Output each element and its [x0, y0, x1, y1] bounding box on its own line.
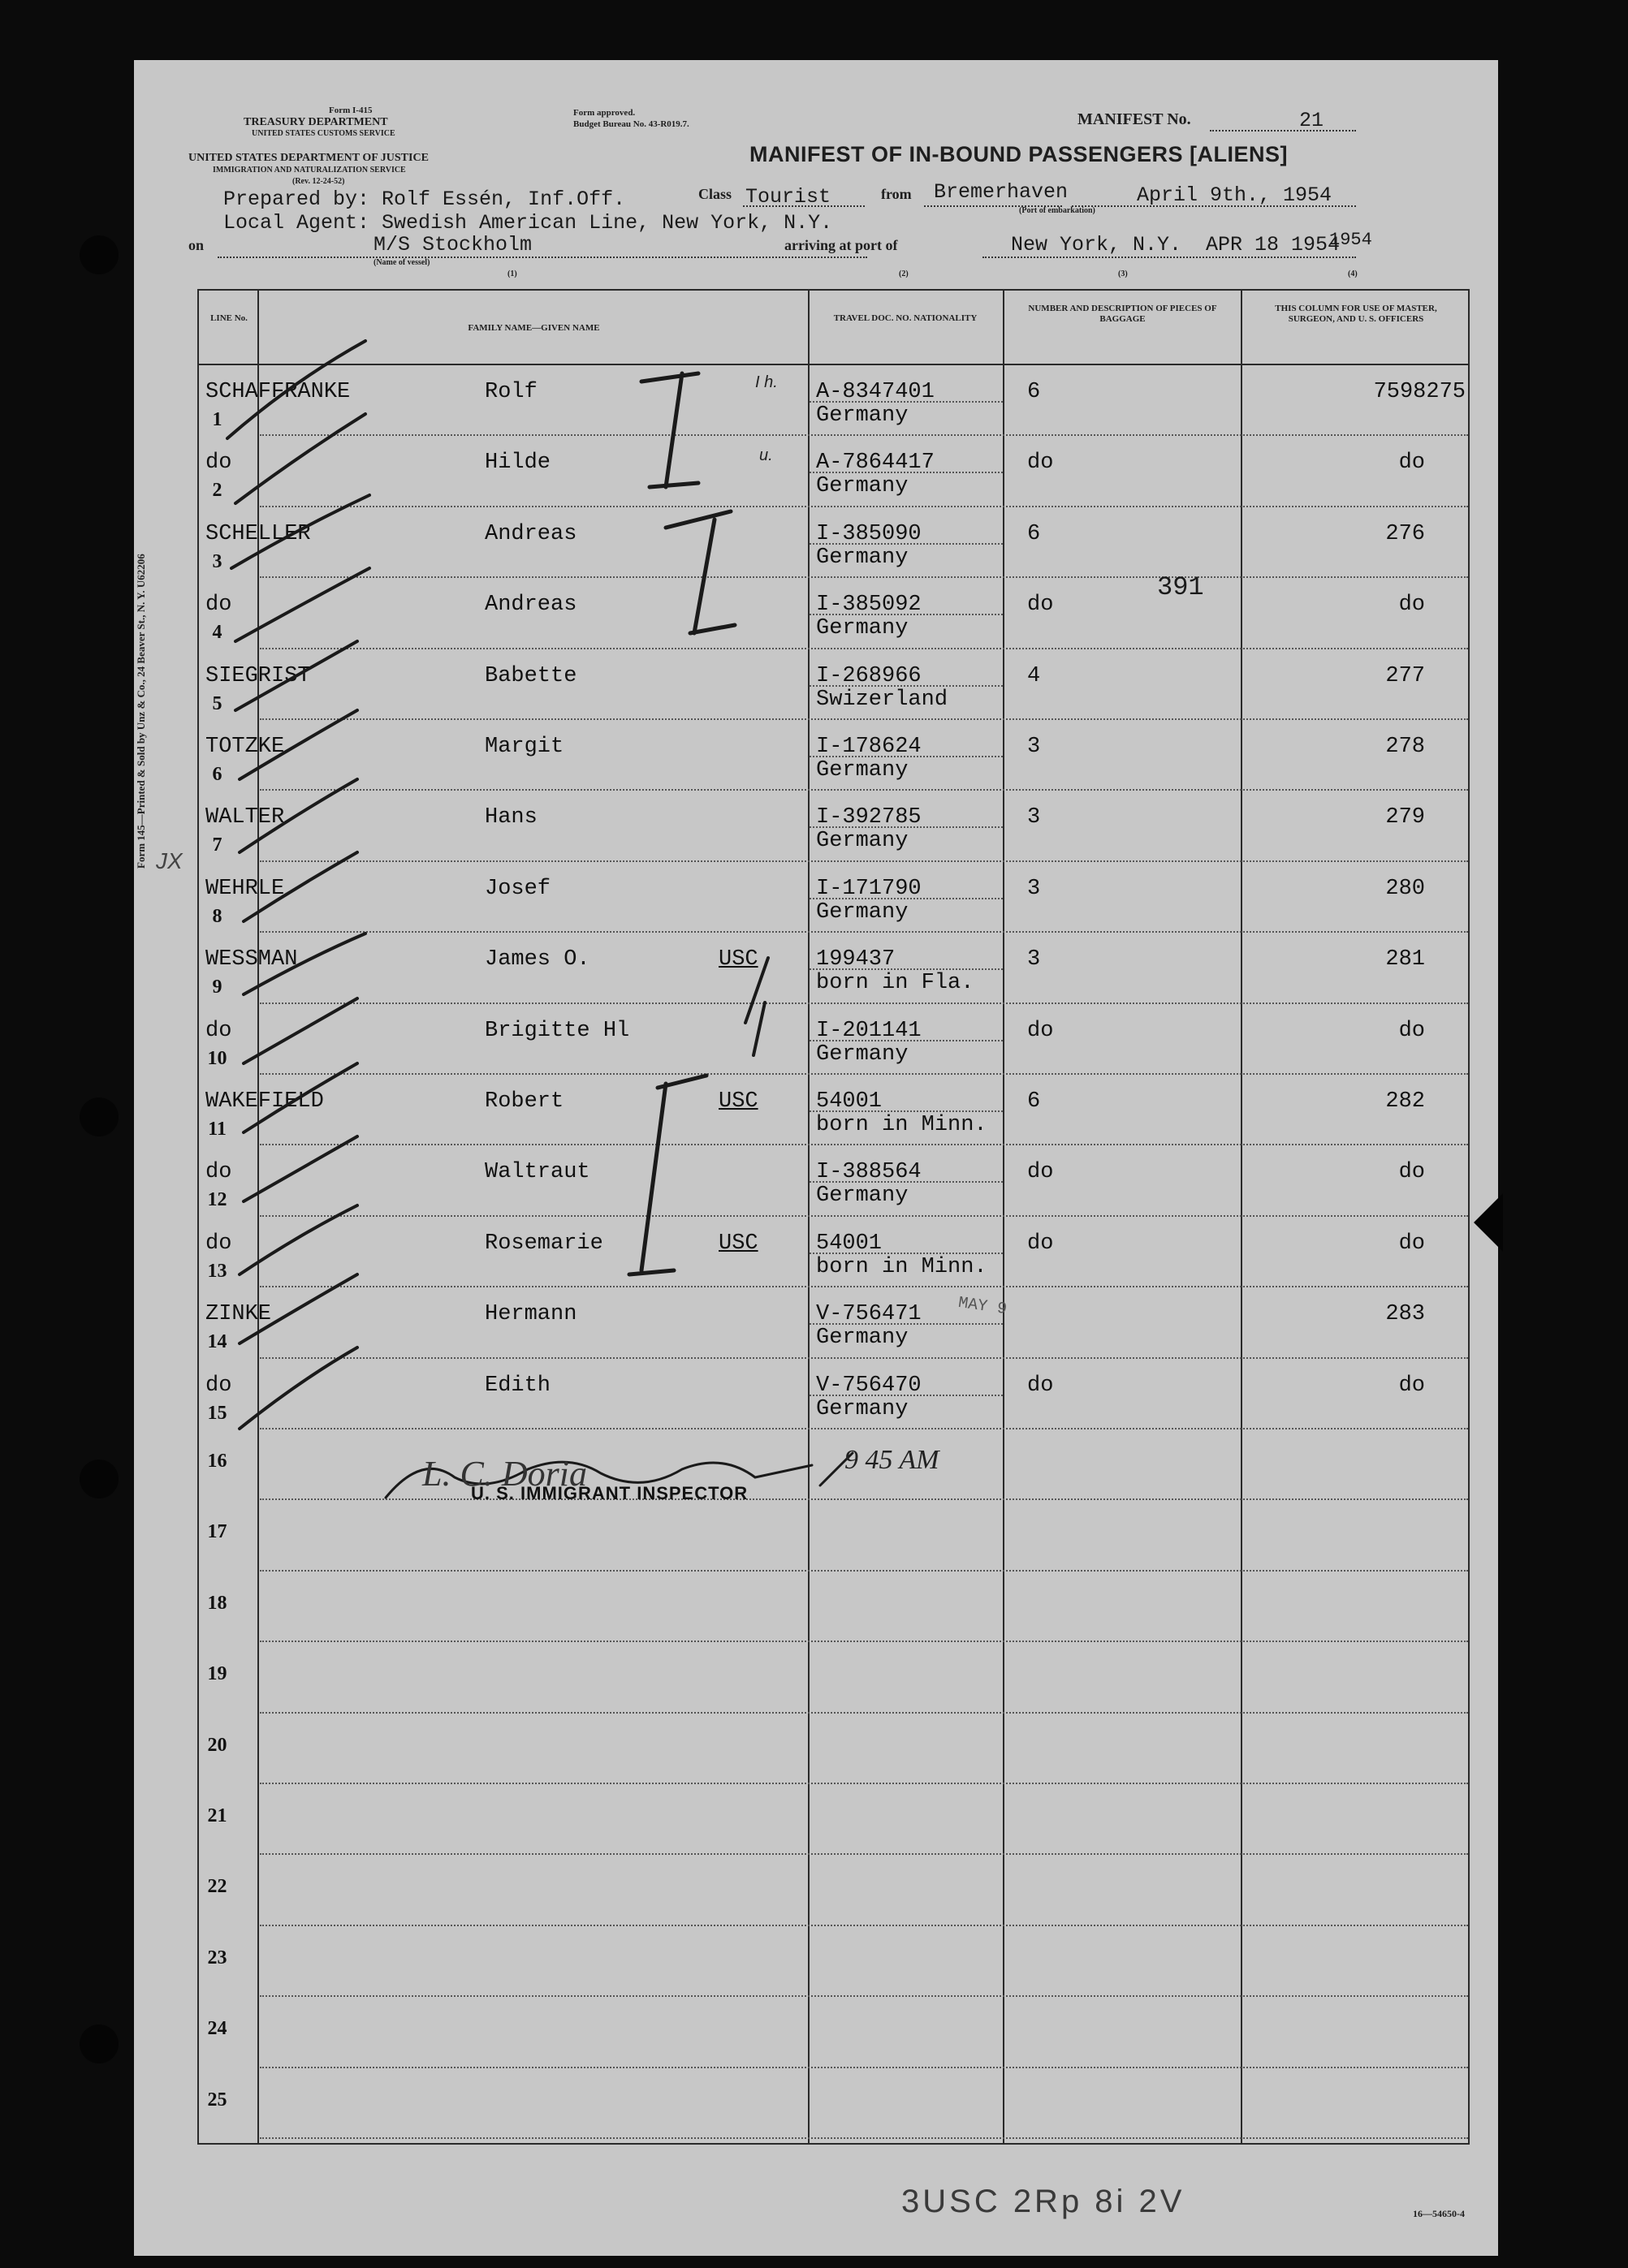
line-number: 11 [208, 1119, 227, 1140]
form-number: Form I-415 [329, 106, 373, 115]
travel-doc-number: A-7864417 [816, 451, 935, 476]
baggage-count: do [1027, 1160, 1054, 1185]
nationality: born in Minn. [816, 1113, 987, 1137]
line-number: 19 [207, 1663, 227, 1685]
travel-doc-number: I-388564 [816, 1160, 922, 1185]
nationality: Germany [816, 474, 909, 499]
line-number: 16 [207, 1451, 227, 1472]
travel-doc-number: 54001 [816, 1231, 883, 1256]
given-name: Brigitte Hl [485, 1018, 630, 1043]
travel-doc-number: I-178624 [816, 735, 922, 759]
travel-doc-number: I-392785 [816, 805, 922, 830]
given-name: Rolf [485, 380, 538, 404]
line-number: 8 [212, 905, 222, 927]
arrival-date-stamp: APR 18 1954 [1206, 233, 1341, 257]
line-number: 22 [207, 1876, 227, 1898]
prepared-by: Prepared by: Rolf Essén, Inf.Off. [223, 188, 626, 211]
travel-doc-number: 54001 [816, 1089, 883, 1114]
officer-note: 281 [1385, 947, 1425, 972]
baggage-count: do [1027, 593, 1054, 618]
travel-doc-number: I-171790 [816, 876, 922, 901]
given-name: Waltraut [485, 1160, 590, 1185]
line-number: 12 [207, 1189, 227, 1211]
manifest-no-value: 21 [1299, 109, 1324, 132]
given-name: Rosemarie [485, 1231, 603, 1256]
ins-service: IMMIGRATION AND NATURALIZATION SERVICE [213, 166, 406, 175]
punch-hole [80, 235, 119, 274]
inspector-stamp: U. S. IMMIGRANT INSPECTOR [471, 1483, 749, 1503]
col-index-3: (3) [1118, 269, 1128, 278]
officer-note: 279 [1385, 805, 1425, 830]
family-name: do [205, 1160, 232, 1185]
port-embarkation-caption: (Port of embarkation) [1019, 206, 1095, 215]
col-header-name: FAMILY NAME—GIVEN NAME [468, 323, 600, 333]
nationality: born in Fla. [816, 971, 974, 996]
line-number: 20 [207, 1734, 227, 1756]
officer-note: do [1398, 1018, 1425, 1043]
baggage-count: do [1027, 1373, 1054, 1398]
line-number: 21 [207, 1805, 227, 1826]
line-number: 9 [212, 977, 222, 998]
line-number: 14 [207, 1331, 227, 1353]
travel-doc-number: I-385092 [816, 593, 922, 618]
baggage-note: 391 [1157, 572, 1204, 602]
line-number: 18 [207, 1592, 227, 1614]
officer-note: do [1398, 1373, 1425, 1398]
officer-note: do [1398, 451, 1425, 476]
usc-marker: USC [719, 1231, 758, 1256]
baggage-count: 6 [1027, 380, 1041, 404]
line-number: 17 [207, 1521, 227, 1543]
family-name: WAKEFIELD [205, 1089, 324, 1114]
inspector-signature-text: L. C. Doria [422, 1454, 587, 1494]
given-name: Babette [485, 663, 577, 688]
form-approved: Form approved. [573, 108, 636, 118]
baggage-count: do [1027, 451, 1054, 476]
class-value: Tourist [745, 185, 831, 209]
family-name: do [205, 1018, 232, 1043]
manifest-no-label: MANIFEST No. [1077, 110, 1191, 128]
nationality: Swizerland [816, 687, 948, 712]
baggage-count: 3 [1027, 876, 1041, 901]
line-number: 3 [212, 550, 222, 572]
col-header-line-no: LINE No. [210, 313, 248, 323]
given-name: Josef [485, 876, 551, 901]
baggage-count: do [1027, 1018, 1054, 1043]
given-name: Andreas [485, 593, 577, 618]
baggage-count: 6 [1027, 1089, 1041, 1114]
nationality: born in Minn. [816, 1254, 987, 1279]
col-index-4: (4) [1348, 269, 1358, 278]
nationality: Germany [816, 899, 909, 925]
punch-hole [80, 2024, 119, 2063]
justice-dept: UNITED STATES DEPARTMENT OF JUSTICE [188, 152, 429, 164]
given-name: Hilde [485, 451, 551, 476]
line-number: 7 [212, 834, 222, 856]
given-name: Edith [485, 1373, 551, 1398]
customs-service: UNITED STATES CUSTOMS SERVICE [252, 129, 395, 138]
baggage-count: 3 [1027, 947, 1041, 972]
manifest-title: MANIFEST OF IN-BOUND PASSENGERS [ALIENS] [749, 142, 1289, 166]
from-label: from [881, 186, 912, 202]
officer-note: do [1398, 1231, 1425, 1256]
line-number: 1 [212, 409, 222, 430]
baggage-count: 3 [1027, 735, 1041, 759]
given-name: James O. [485, 947, 590, 972]
given-name: Robert [485, 1089, 564, 1114]
punch-hole [80, 1460, 119, 1498]
nationality: Germany [816, 1041, 909, 1067]
officer-note: 277 [1385, 663, 1425, 688]
officer-note: do [1398, 593, 1425, 618]
col-header-officers: THIS COLUMN FOR USE OF MASTER, SURGEON, AND U. S. OFFICERS [1275, 304, 1437, 324]
family-name: ZINKE [205, 1302, 272, 1327]
given-name: Margit [485, 735, 564, 759]
family-name: WESSMAN [205, 947, 298, 972]
bottom-handwritten-note: 3USC 2Rp 8i 2V [901, 2184, 1185, 2219]
family-name: TOTZKE [205, 735, 285, 759]
col-index-2: (2) [899, 269, 909, 278]
family-name: do [205, 451, 232, 476]
travel-doc-number: I-201141 [816, 1018, 922, 1043]
line-number: 5 [212, 692, 222, 714]
family-name: do [205, 593, 232, 618]
usc-marker: USC [719, 1089, 758, 1114]
baggage-count: 3 [1027, 805, 1041, 830]
may-stamp: MAY 9 [957, 1293, 1008, 1320]
local-agent: Local Agent: Swedish American Line, New York, N.Y. [223, 211, 833, 235]
line-number: 23 [207, 1947, 227, 1968]
vessel-caption: (Name of vessel) [374, 258, 430, 267]
punch-hole [80, 1097, 119, 1136]
family-name: do [205, 1231, 232, 1256]
arrival-port: New York, N.Y. [1011, 233, 1182, 257]
family-name: WEHRLE [205, 876, 285, 901]
line-number: 4 [212, 622, 222, 644]
officer-note: do [1398, 1160, 1425, 1185]
page-notch [1474, 1193, 1503, 1252]
baggage-count: do [1027, 1231, 1054, 1256]
line-number: 10 [207, 1047, 227, 1069]
line-number: 13 [207, 1260, 227, 1282]
given-name: Andreas [485, 521, 577, 546]
nationality: Germany [816, 1326, 909, 1351]
officer-note: 282 [1385, 1089, 1425, 1114]
line-number: 25 [207, 2089, 227, 2111]
travel-doc-number: V-756470 [816, 1373, 922, 1398]
printer-imprint: Form 145—Printed & Sold by Unz & Co., 24 Beaver St., N. Y. U62206 [135, 554, 147, 869]
vessel-name: M/S Stockholm [374, 233, 533, 257]
arrival-year: 1954 [1329, 230, 1372, 250]
treasury-dept: TREASURY DEPARTMENT [244, 116, 388, 128]
port-of-embarkation: Bremerhaven [934, 180, 1069, 204]
family-name: SCHAFFRANKE [205, 380, 351, 404]
embarkation-date: April 9th., 1954 [1137, 183, 1332, 207]
travel-doc-number: V-756471 [816, 1302, 922, 1327]
col-header-travel-doc: TRAVEL DOC. NO. NATIONALITY [833, 313, 978, 323]
travel-doc-number: A-8347401 [816, 380, 935, 404]
revision: (Rev. 12-24-52) [292, 177, 345, 186]
arriving-label: arriving at port of [784, 237, 898, 253]
baggage-count: 4 [1027, 663, 1041, 688]
family-name: SCHELLER [205, 521, 311, 546]
line-number: 15 [207, 1402, 227, 1424]
line-number: 24 [207, 2018, 227, 2040]
line-number: 2 [212, 480, 222, 502]
nationality: Germany [816, 403, 909, 428]
nationality: Germany [816, 1184, 909, 1209]
officer-note: 283 [1385, 1302, 1425, 1327]
travel-doc-number: 199437 [816, 947, 896, 972]
on-label: on [188, 237, 205, 253]
side-initials: JX [156, 848, 183, 873]
budget-bureau: Budget Bureau No. 43-R019.7. [573, 119, 689, 129]
row1-marks: I h. [755, 373, 778, 391]
row2-marks: u. [759, 446, 773, 464]
officer-note: 276 [1385, 521, 1425, 546]
nationality: Germany [816, 1396, 909, 1421]
class-label: Class [698, 186, 732, 202]
family-name: do [205, 1373, 232, 1398]
nationality: Germany [816, 829, 909, 854]
baggage-count: 6 [1027, 521, 1041, 546]
officer-note: 278 [1385, 735, 1425, 759]
given-name: Hans [485, 805, 538, 830]
col-index-1: (1) [507, 269, 517, 278]
nationality: Germany [816, 758, 909, 783]
form-code: 16—54650-4 [1413, 2208, 1465, 2219]
inspection-time: 9 45 AM [844, 1445, 939, 1475]
nationality: Germany [816, 545, 909, 570]
given-name: Hermann [485, 1302, 577, 1327]
officer-note: 7598275 [1373, 380, 1466, 404]
col-header-baggage: NUMBER AND DESCRIPTION OF PIECES OF BAGGAGE [1028, 304, 1217, 324]
travel-doc-number: I-268966 [816, 663, 922, 688]
family-name: SIEGRIST [205, 663, 311, 688]
usc-marker: USC [719, 947, 758, 972]
family-name: WALTER [205, 805, 285, 830]
passenger-table [197, 289, 1470, 2145]
officer-note: 280 [1385, 876, 1425, 901]
line-number: 6 [212, 764, 222, 785]
nationality: Germany [816, 616, 909, 641]
travel-doc-number: I-385090 [816, 521, 922, 546]
